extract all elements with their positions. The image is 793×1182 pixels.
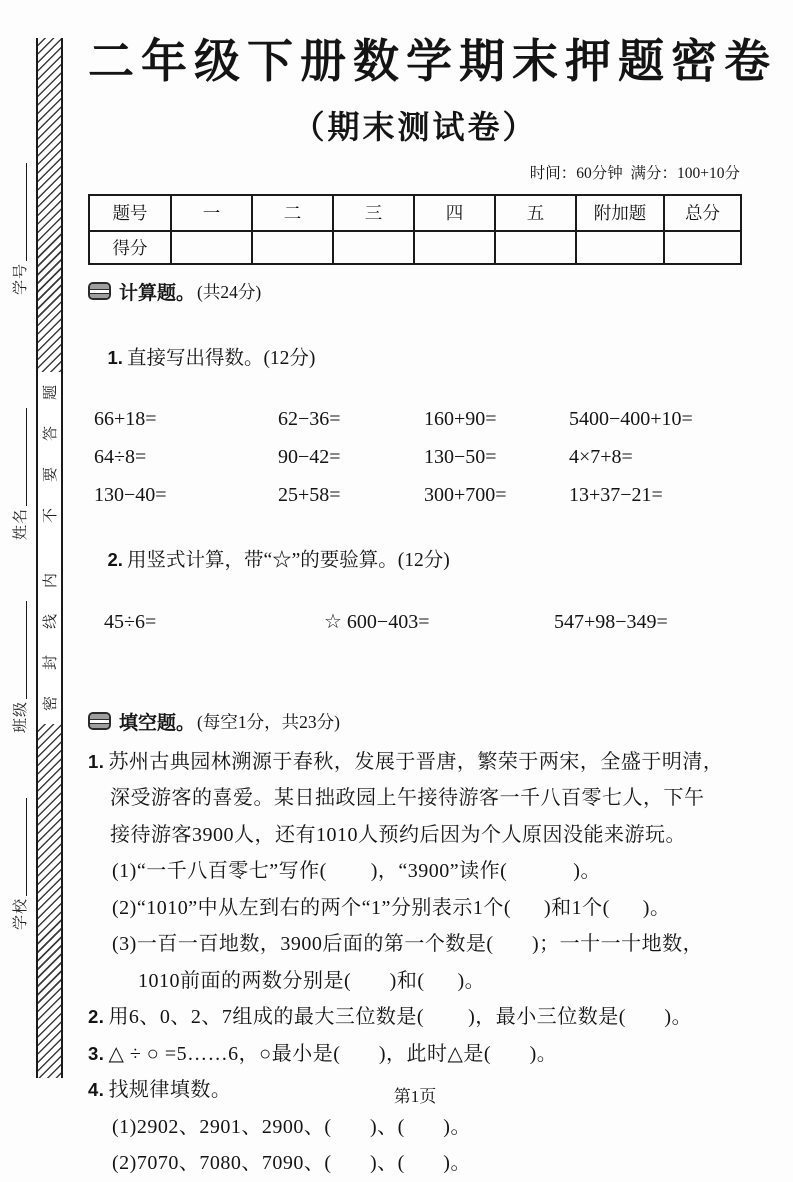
- section-fill-score: (每空1分，共23分): [197, 711, 340, 732]
- score-empty-cell: [576, 231, 664, 264]
- booklet-icon: [88, 712, 111, 730]
- equation: 547+98−349=: [554, 610, 668, 633]
- section-calculation-title: 计算题。: [119, 282, 196, 304]
- student-id-label: 学号: [12, 262, 29, 295]
- fill-q1-sub-2: (2)“1010”中从左到右的两个“1”分别表示1个( )和1个( )。: [112, 896, 671, 919]
- fill-question-3: 3. △ ÷ ○ =5……6，○最小是( )，此时△是( )。: [88, 1042, 558, 1065]
- equation: 5400−400+10=: [569, 407, 693, 430]
- school-field: [9, 770, 29, 930]
- question-number: 1.: [88, 750, 105, 772]
- page-number: 第1页: [393, 1087, 437, 1106]
- question-text: 直接写出得数。(12分): [126, 347, 316, 369]
- equation: 300+700=: [424, 483, 507, 506]
- seal-char: 不: [42, 507, 59, 524]
- score-empty-cell: [495, 231, 576, 264]
- equation: 66+18=: [94, 407, 157, 430]
- fill-q1-line: 1. 苏州古典园林溯源于春秋，发展于晋唐，繁荣于两宋，全盛于明清，: [88, 750, 724, 773]
- score-empty-cell: [171, 231, 252, 264]
- score-table-header-cell: 题号: [89, 195, 171, 231]
- class-field: [9, 573, 29, 733]
- score-table-score-row: [89, 231, 741, 264]
- equation: 25+58=: [278, 483, 341, 506]
- score-table-header-cell: 五: [495, 195, 576, 231]
- equation: 13+37−21=: [569, 483, 663, 506]
- question-number: 1.: [107, 346, 123, 368]
- equation: 130−40=: [94, 483, 167, 506]
- score-empty-cell: [252, 231, 333, 264]
- question-calc-2: [88, 522, 742, 594]
- section-calculation-heading: [88, 278, 742, 305]
- seal-hatch-top: [38, 38, 61, 372]
- class-blank-line: [12, 601, 27, 699]
- section-fill-title: 填空题。: [119, 712, 196, 734]
- section-calculation-score: (共24分): [197, 281, 262, 302]
- score-table: [88, 194, 742, 265]
- seal-char: 密: [42, 695, 59, 712]
- fill-q1-line: 接待游客3900人，还有1010人预约后因为个人原因没能来游玩。: [110, 823, 686, 846]
- fill-question-2: 2. 用6、0、2、7组成的最大三位数是( )，最小三位数是( )。: [88, 1006, 693, 1029]
- fill-q4-sub-1: (1)2902、2901、2900、( )、( )。: [112, 1115, 471, 1138]
- score-table-header-cell: 附加题: [576, 195, 664, 231]
- seal-char: 内: [42, 572, 59, 589]
- question-text: 用竖式计算，带“☆”的要验算。(12分): [126, 549, 450, 571]
- score-table-header-row: [89, 195, 741, 231]
- question-number: 3.: [88, 1042, 105, 1064]
- school-blank-line: [12, 798, 27, 896]
- seal-line-strip: [36, 38, 63, 1078]
- equation: 45÷6=: [104, 610, 157, 633]
- student-id-blank-line: [12, 163, 27, 261]
- student-name-blank-line: [12, 408, 27, 506]
- score-table-header-cell: 三: [333, 195, 414, 231]
- question-calc-1: [88, 320, 742, 392]
- question-number: 2.: [88, 1006, 105, 1028]
- score-table-header-cell: 二: [252, 195, 333, 231]
- fill-question-4: 4. 找规律填数。: [88, 1079, 232, 1102]
- exam-subtitle: （期末测试卷）: [292, 108, 538, 145]
- equation: 62−36=: [278, 407, 341, 430]
- question-number: 2.: [107, 548, 123, 570]
- equation: 90−42=: [278, 445, 341, 468]
- seal-char: 线: [42, 613, 59, 630]
- seal-char: 题: [42, 384, 59, 401]
- seal-char: 封: [42, 654, 59, 671]
- seal-char: 要: [42, 466, 59, 483]
- fill-q1-sub-3-cont: 1010前面的两数分别是( )和( )。: [138, 969, 486, 992]
- student-id-field: [9, 135, 29, 295]
- exam-content: [88, 36, 777, 1182]
- score-table-header-cell: 一: [171, 195, 252, 231]
- fill-q1-sub-1: (1)“一千八百零七”写作( )，“3900”读作( )。: [112, 860, 601, 883]
- fill-question-1: [88, 744, 742, 1182]
- time-and-score-info: 时间：60分钟 满分：100+10分: [529, 164, 740, 182]
- student-name-label: 姓名: [12, 507, 29, 540]
- question-number: 4.: [88, 1079, 105, 1101]
- equation-with-star: ☆ 600−403=: [324, 610, 430, 633]
- class-label: 班级: [12, 700, 29, 733]
- score-table-header-cell: 四: [414, 195, 495, 231]
- fill-q4-sub-2: (2)7070、7080、7090、( )、( )。: [112, 1152, 471, 1175]
- score-empty-cell: [414, 231, 495, 264]
- fill-q1-line: 深受游客的喜爱。某日拙政园上午接待游客一千八百零七人，下午: [110, 787, 705, 810]
- fill-q1-sub-3: (3)一百一百地数，3900后面的第一个数是( )；一十一十地数，: [112, 933, 704, 956]
- section-fill-heading: [88, 708, 742, 735]
- seal-gap: [38, 536, 61, 560]
- vertical-calculation-row: [104, 609, 742, 635]
- score-row-label: 得分: [89, 231, 171, 264]
- equation: 4×7+8=: [569, 445, 633, 468]
- score-empty-cell: [664, 231, 741, 264]
- score-table-header-cell: 总分: [664, 195, 741, 231]
- equation: 130−50=: [424, 445, 497, 468]
- score-empty-cell: [333, 231, 414, 264]
- seal-hatch-bottom: [38, 724, 61, 1078]
- student-name-field: [9, 380, 29, 540]
- school-label: 学校: [12, 897, 29, 930]
- seal-char: 答: [42, 425, 59, 442]
- exam-title: 二年级下册数学期末押题密卷: [88, 36, 777, 87]
- equation: 160+90=: [424, 407, 497, 430]
- oral-calculation-grid: [94, 407, 742, 507]
- booklet-icon: [88, 282, 111, 300]
- equation: 64÷8=: [94, 445, 147, 468]
